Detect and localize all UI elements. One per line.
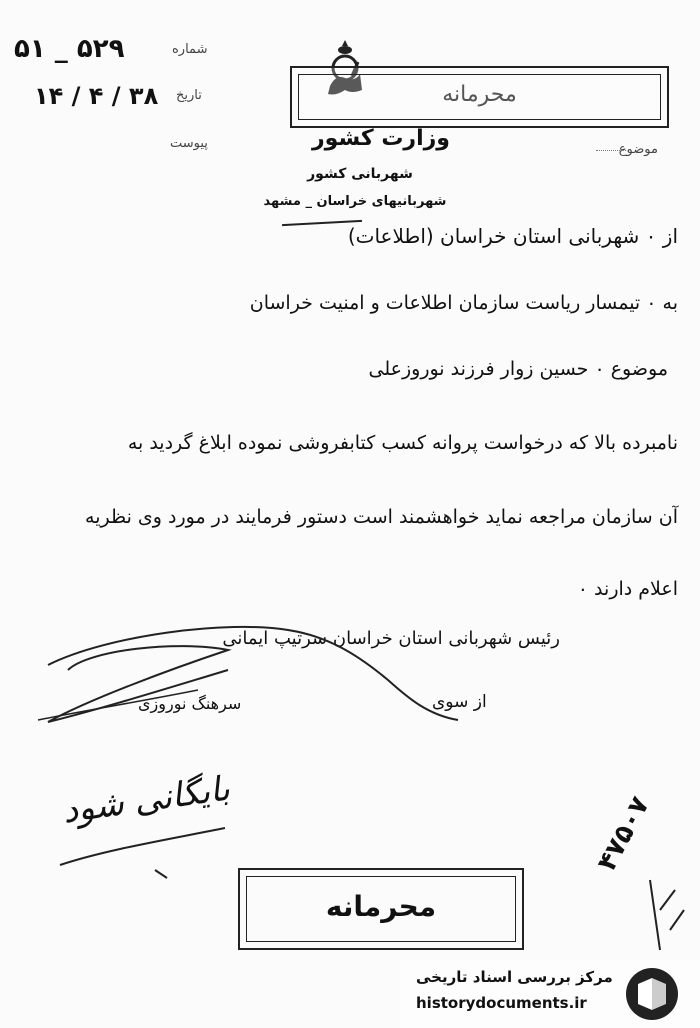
archive-site-url: historydocuments.ir: [416, 994, 587, 1012]
ministry-title: وزارت کشور: [312, 126, 450, 151]
letter-number-label: شماره: [172, 42, 208, 57]
confidential-stamp-top-text: محرمانه: [442, 82, 517, 107]
from-line: از ۰ شهربانی استان خراسان (اطلاعات): [347, 224, 678, 248]
letter-number-value: ۵۲۹ _ ۵۱: [14, 34, 125, 64]
archive-logo-icon: [624, 966, 680, 1022]
confidential-stamp-top: [290, 66, 669, 128]
signature-scribble: [28, 610, 488, 740]
body-paragraph-line-1: نامبرده بالا که درخواست پروانه کسب کتابفروشی نموده ابلاغ گردید به: [127, 432, 678, 454]
handwritten-archive-note: بایگانی شود: [60, 768, 233, 832]
on-behalf-label: از سوی: [432, 692, 487, 712]
officer-name: سرهنگ نوروزی: [138, 694, 242, 713]
body-paragraph-line-3: اعلام دارند ۰: [577, 578, 678, 600]
handwritten-margin-number: ۴۷۵۰۷: [592, 791, 656, 877]
letter-date-value: ۳۸ / ۴ / ۱۴: [34, 82, 159, 110]
header-dots: [596, 150, 626, 151]
confidential-stamp-bottom: [238, 868, 524, 950]
margin-scribble: [640, 870, 690, 960]
subject-line: موضوع ۰ حسین زوار فرزند نوروزعلی: [368, 358, 668, 380]
police-branch-title: شهربانیهای خراسان _ مشهد: [263, 194, 447, 209]
police-office-title: شهربانی کشور: [307, 166, 413, 182]
archive-watermark: [400, 960, 700, 1028]
confidential-stamp-bottom-text: محرمانه: [325, 890, 437, 923]
attachment-label: پیوست: [170, 136, 208, 151]
letter-date-label: تاریخ: [176, 88, 202, 103]
to-line: به ۰ تیمسار ریاست سازمان اطلاعات و امنیت خراسان: [249, 292, 678, 314]
body-paragraph-line-2: آن سازمان مراجعه نماید خواهشمند است دستور فرمایند در مورد وی نظریه: [85, 506, 678, 528]
signatory-title: رئیس شهربانی استان خراسان سرتیپ ایمانی: [222, 628, 560, 649]
subject-label: موضوع: [618, 142, 658, 157]
handwritten-note-underline: [55, 820, 235, 880]
archive-org-name: مرکز بررسی اسناد تاریخی: [416, 968, 613, 986]
